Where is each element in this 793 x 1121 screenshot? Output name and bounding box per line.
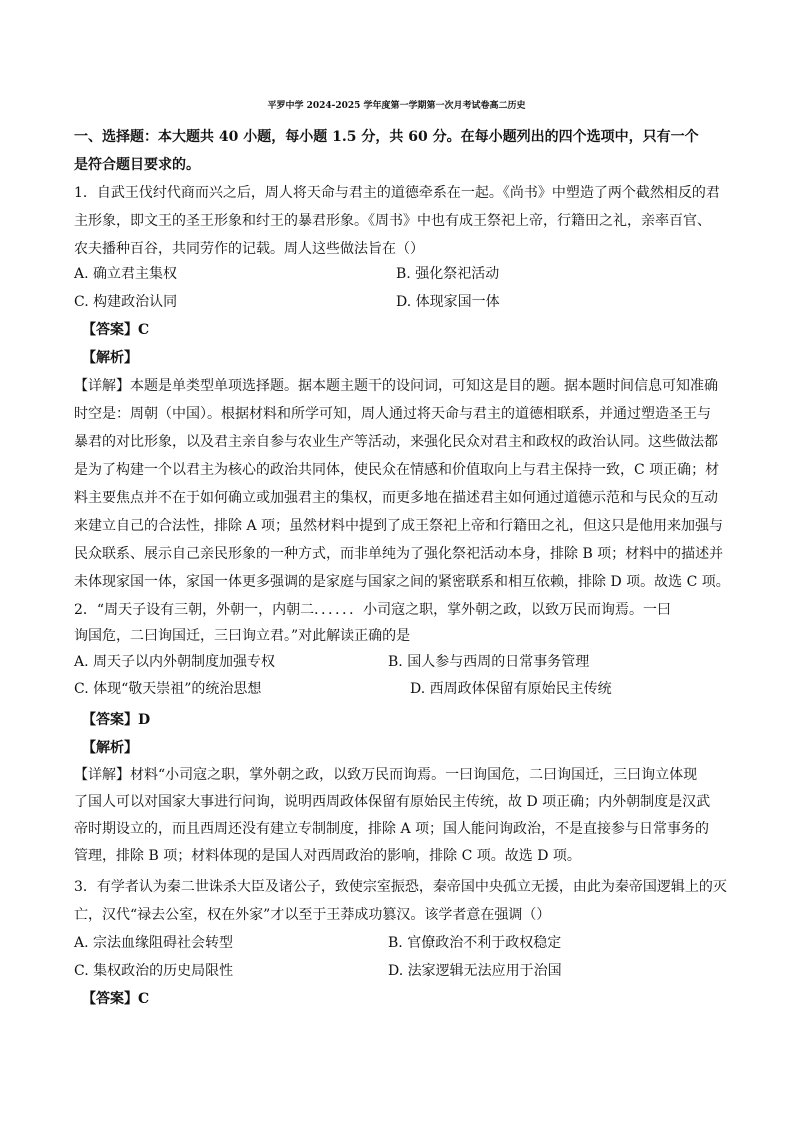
q3-option-a: A. 宗法血缘阻碍社会转型	[74, 935, 234, 951]
q1-detail-line-7: 民众联系、展示自己亲民形象的一种方式，而非单纯为了强化祭祀活动本身，排除 B 项；材料中的描述并	[74, 546, 724, 562]
q1-option-d: D. 体现家国一体	[396, 294, 500, 310]
q3-stem-line-2: 亡，汉代“禄去公室，权在外家”才以至于王莽成功篡汉。该学者意在强调（）	[74, 907, 551, 923]
q2-detail-line-2: 了国人可以对国家大事进行问询，说明西周政体保留有原始民主传统，故 D 项正确；内外朝制度是汉武	[74, 794, 711, 810]
q2-option-d: D. 西周政体保留有原始民主传统	[410, 681, 612, 697]
q1-detail-line-4: 是为了构建一个以君主为核心的政治共同体，使民众在情感和价值取向上与君主保持一致，C 项正确；材	[74, 462, 720, 478]
q3-option-b: B. 官僚政治不利于政权稳定	[388, 935, 562, 951]
q1-option-c: C. 构建政治认同	[74, 294, 178, 310]
q1-detail-line-1: 【详解】本题是单类型单项选择题。据本题主题干的设问词，可知这是目的题。据本题时间信息可知准确	[74, 378, 718, 394]
q3-stem-line-1: 3．有学者认为秦二世诛杀大臣及诸公子，致使宗室振恐，秦帝国中央孤立无援，由此为秦帝国逻辑上的灭	[74, 879, 727, 895]
section-heading-line-2: 是符合题目要求的。	[74, 157, 200, 173]
q1-stem-line-1: 1．自武王伐纣代商而兴之后，周人将天命与君主的道德牵系在一起。《尚书》中塑造了两个截然相反的君	[74, 185, 720, 201]
q1-option-a: A. 确立君主集权	[74, 266, 178, 282]
q1-option-b: B. 强化祭祀活动	[396, 266, 500, 282]
q1-stem-line-3: 农夫播种百谷，共同劳作的记载。周人这些做法旨在（）	[74, 241, 424, 257]
q2-option-b: B. 国人参与西周的日常事务管理	[388, 654, 590, 670]
q2-option-a: A. 周天子以内外朝制度加强专权	[74, 654, 276, 670]
q3-answer: 【答案】C	[82, 991, 150, 1007]
q2-stem-line-2: 询国危，二曰询国迁，三曰询立君。”对此解读正确的是	[74, 628, 411, 644]
q1-detail-line-8: 未体现家国一体，家国一体更多强调的是家庭与国家之间的紧密联系和相互依赖，排除 D 项。故选 C 项。	[74, 574, 730, 590]
q2-option-c: C. 体现“敬天崇祖”的统治思想	[74, 681, 262, 697]
q2-analysis-label: 【解析】	[82, 740, 138, 756]
q2-stem-line-1: 2．“周天子设有三朝，外朝一，内朝二．．．．．．小司寇之职，掌外朝之政，以致万民而询焉。一曰	[74, 602, 672, 618]
section-heading-line-1: 一、选择题：本大题共 40 小题，每小题 1.5 分，共 60 分。在每小题列出的四个选项中，只有一个	[74, 129, 699, 145]
q2-answer: 【答案】D	[82, 712, 151, 728]
q1-stem-line-2: 主形象，即文王的圣王形象和纣王的暴君形象。《周书》中也有成王祭祀上帝，行籍田之礼，亲率百官、	[74, 213, 711, 229]
q1-detail-line-6: 来建立自己的合法性，排除 A 项；虽然材料中提到了成王祭祀上帝和行籍田之礼，但这只是他用来加强与	[74, 518, 724, 534]
q1-analysis-label: 【解析】	[82, 350, 138, 366]
q2-detail-line-3: 帝时期设立的，而且西周还没有建立专制制度，排除 A 项；国人能问询政治，不是直接参与日常事务的	[74, 821, 710, 837]
q3-option-d: D. 法家逻辑无法应用于治国	[388, 963, 562, 979]
q1-detail-line-5: 料主要焦点并不在于如何确立或加强君主的集权，而更多地在描述君主如何通过道德示范和与民众的互动	[74, 490, 718, 506]
q1-detail-line-3: 暴君的对比形象，以及君主亲自参与农业生产等活动，来强化民众对君主和政权的政治认同。这些做法都	[74, 434, 718, 450]
exam-title: 平罗中学 2024-2025 学年度第一学期第一次月考试卷高二历史	[267, 101, 526, 111]
q1-answer: 【答案】C	[82, 322, 150, 338]
q2-detail-line-4: 管理，排除 B 项；材料体现的是国人对西周政治的影响，排除 C 项。故选 D 项。	[74, 848, 581, 864]
q3-option-c: C. 集权政治的历史局限性	[74, 963, 234, 979]
q2-detail-line-1: 【详解】材料“小司寇之职，掌外朝之政，以致万民而询焉。一曰询国危，二曰询国迁，三曰询立体现	[74, 767, 698, 783]
q1-detail-line-2: 时空是：周朝（中国）。根据材料和所学可知，周人通过将天命与君主的道德相联系，并通过塑造圣王与	[74, 406, 711, 422]
